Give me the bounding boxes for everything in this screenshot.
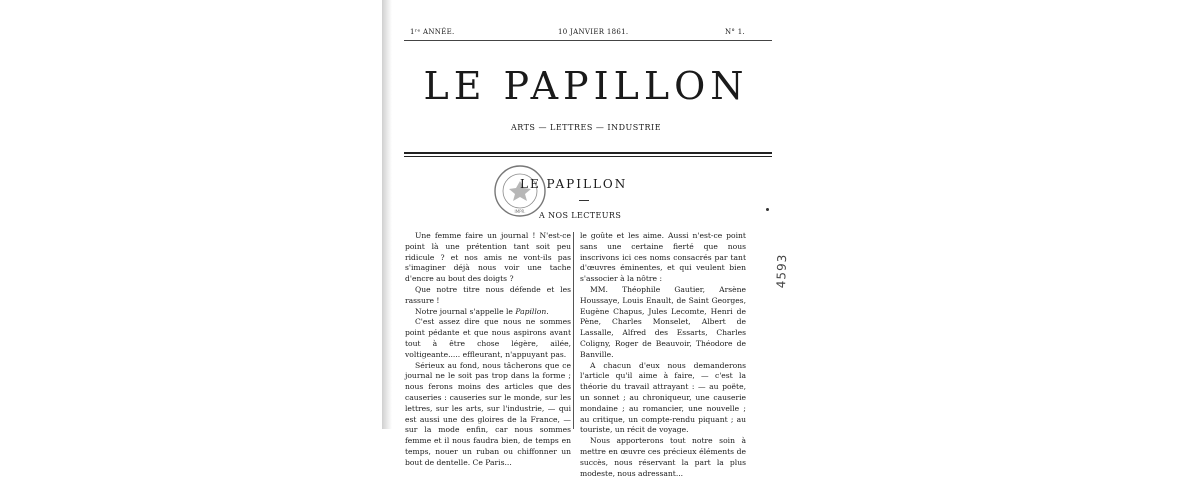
handwritten-margin-note: 4593 <box>774 253 790 289</box>
issue-number: N° 1. <box>725 28 746 36</box>
library-stamp-icon <box>493 164 547 218</box>
paragraph <box>405 307 571 318</box>
paragraph: Nous apporterons tout notre soin à mettre en œuvre ces précieux éléments de succès, nous réservant la part la plus modeste, nous adressant... <box>580 436 746 478</box>
column-divider <box>573 232 574 429</box>
paragraph: Sérieux au fond, nous tâcherons que ce journal ne le soit pas trop dans la forme ; nous ferons moins des articles que des causeries : causeries sur le monde, sur les lettres, sur les arts, sur l'industrie, — qui est aussi une des gloires de la France, — sur la mode enfin, car nous sommes femme et il nous faudra bien, de temps en temps, nouer un ruban ou chiffonner un bout de dentelle. Ce Paris... <box>405 360 571 467</box>
paragraph: Une femme faire un journal ! N'est-ce point là une prétention tant soit peu ridicule ? et nos amis ne vont-ils pas s'imaginer déjà nous voir une tache d'encre au bout des doigts ? <box>405 231 571 284</box>
paragraph: Que notre titre nous défende et les rassure ! <box>405 284 571 305</box>
article-heading: LE PAPILLON <box>520 177 628 191</box>
paragraph-text: Notre journal s'appelle le <box>415 306 516 316</box>
svg-text:IMPR.: IMPR. <box>514 209 526 214</box>
article-column-left <box>405 231 571 469</box>
issue-date: 10 JANVIER 1861. <box>558 28 629 36</box>
journal-title-italic: Papillon. <box>515 306 549 316</box>
paragraph: A chacun d'eux nous demanderons l'article qu'il aime à faire, — c'est la théorie du travail attrayant : — au poëte, un sonnet ; au chroniqueur, une causerie mondaine ; au romancier, une nouvelle ; au critique, un compte-rendu piquant ; au touriste, un récit de voyage. <box>580 360 746 435</box>
paragraph: MM. Théophile Gautier, Arsène Houssaye, Louis Enault, de Saint Georges, Eugène Chapus, Jules Lecomte, Henri de Pène, Charles Monselet, Albert de Lassalle, Alfred des Essarts, Charles Coligny, Roger de Beauvoir, Théodore de Banville. <box>580 284 746 359</box>
paragraph: C'est assez dire que nous ne sommes point pédante et que nous aspirons avant tout à être chose légère, ailée, voltigeante..... effleurant, n'appuyant pas. <box>405 317 571 359</box>
paragraph: le goûte et les aime. Aussi n'est-ce point sans une certaine fierté que nous inscrivons ici ces noms consacrés par tant d'œuvres éminentes, et qui veulent bien s'associer à la nôtre : <box>580 231 746 284</box>
issue-year: 1ʳᵉ ANNÉE. <box>410 28 455 36</box>
masthead-title: LE PAPILLON <box>423 64 749 108</box>
masthead-rule <box>404 152 772 157</box>
masthead-tagline: ARTS — LETTRES — INDUSTRIE <box>510 123 662 132</box>
article-column-right <box>580 231 746 479</box>
header-rule <box>404 40 772 41</box>
heading-dash <box>579 200 589 201</box>
article-subheading: A NOS LECTEURS <box>539 211 622 220</box>
margin-dot <box>766 208 769 211</box>
